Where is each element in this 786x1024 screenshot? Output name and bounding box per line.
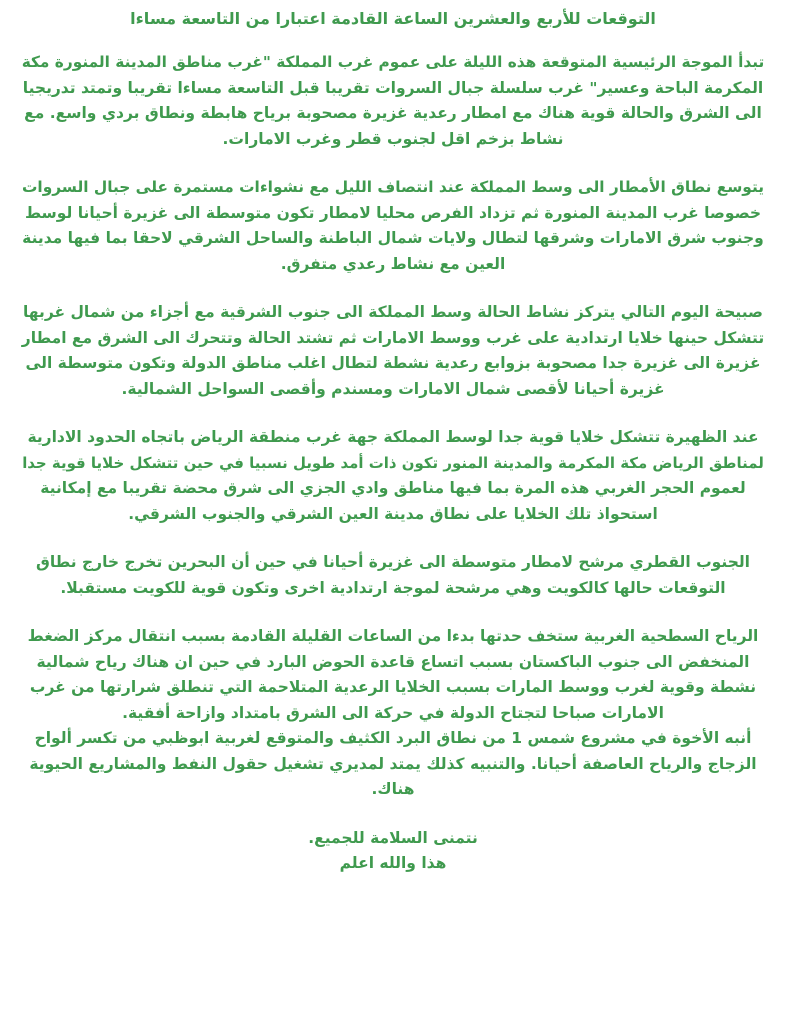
text-line: الرياح السطحية الغربية ستخف حدتها بدءا من الساعات القليلة القادمة بسبب انتقال مركز الضغط xyxy=(27,627,759,645)
paragraph-warning xyxy=(20,726,766,803)
text-line: صبيحة اليوم التالي يتركز نشاط الحالة وسط المملكة الى جنوب الشرقية مع أجزاء من شمال غربها xyxy=(22,303,764,321)
text-line: المنخفض الى جنوب الباكستان بسبب اتساع قاعدة الحوض البارد في حين ان هناك رياح شمالية xyxy=(36,652,750,671)
text-line: استحواذ تلك الخلايا على نطاق مدينة العين الشرقي والجنوب الشرقي. xyxy=(128,504,658,523)
text-line: هناك. xyxy=(371,780,415,798)
text-line: الجنوب القطري مرشح لامطار متوسطة الى غزيرة أحيانا في حين أن البحرين تخرج خارج نطاق xyxy=(36,553,750,571)
closing-line: نتمنى السلامة للجميع. xyxy=(308,828,478,847)
text-line: عند الظهيرة تتشكل خلايا قوية جدا لوسط المملكة جهة غرب منطقة الرياض باتجاه الحدود الادارية xyxy=(27,428,759,446)
text-line: الى الشرق والحالة قوية هناك مع امطار رعدية غزيرة مصحوبة برياح هابطة ونطاق بردي واسع. مع xyxy=(24,104,762,122)
text-line: يتوسع نطاق الأمطار الى وسط المملكة عند انتصاف الليل مع نشواءات مستمرة على جبال السروات xyxy=(21,178,765,196)
text-line: غزيرة الى غزيرة جدا مصحوبة بزوابع رعدية نشطة لتطال اغلب مناطق الدولة وتكون متوسطة الى xyxy=(25,354,761,372)
paragraph-next-morning xyxy=(20,300,766,402)
closing-line: هذا والله اعلم xyxy=(339,854,447,872)
paragraph-wave-onset xyxy=(20,50,766,152)
text-line: خصوصا غرب المدينة المنورة ثم تزداد الفرص محليا لامطار تكون متوسطة الى غزيرة أحيانا لوسط xyxy=(24,203,762,222)
text-line: الزجاج والرياح العاصفة أحيانا. والتنبيه كذلك يمتد لمديري تشغيل حقول النفط والمشاريع الحيوية xyxy=(29,754,757,773)
text-line: وجنوب شرق الامارات وشرقها لتطال ولايات شمال الباطنة والساحل الشرقي لاحقا بما فيها مدينة xyxy=(22,229,764,247)
paragraph-surface-winds xyxy=(20,624,766,726)
text-line: لعموم الحجر الغربي هذه المرة بما فيها مناطق وادي الجزي الى شرق محضة تقريبا مع إمكانية xyxy=(40,479,746,497)
paragraph-qatar-bahrain-kuwait xyxy=(20,550,766,601)
paragraph-midnight-expansion xyxy=(20,175,766,277)
text-line: المكرمة الباحة وعسير" غرب سلسلة جبال السروات تقريبا قبل التاسعة مساءا تقريبا وتمتد تدريجيا xyxy=(22,78,764,97)
text-line: أنبه الأخوة في مشروع شمس 1 من نطاق البرد الكثيف والمتوقع لغربية ابوظبي من تكسر ألواح xyxy=(34,729,752,747)
text-line: الامارات صباحا لتجتاح الدولة في حركة الى الشرق بامتداد وازاحة أفقية. xyxy=(122,703,664,722)
paragraph-noon xyxy=(20,425,766,527)
text-line: تتشكل حينها خلايا ارتدادية على غرب ووسط الامارات ثم تشتد الحالة وتتحرك الى الشرق مع امطار xyxy=(21,328,765,347)
text-line: العين مع نشاط رعدي متفرق. xyxy=(280,254,506,273)
text-line: نشطة وقوية لغرب ووسط المارات بسبب الخلايا الرعدية المتلاحمة التي تنطلق شرارتها من غرب xyxy=(29,678,757,696)
text-line: لمناطق الرياض مكة المكرمة والمدينة المنور تكون ذات أمد طويل نسبيا في حين تتشكل خلايا قوية جدا xyxy=(22,453,764,472)
closing-remarks xyxy=(20,826,766,877)
text-line: نشاط بزخم اقل لجنوب قطر وغرب الامارات. xyxy=(222,129,564,148)
text-line: غزيرة أحيانا لأقصى شمال الامارات ومسندم وأقصى السواحل الشمالية. xyxy=(121,379,665,398)
text-line: التوقعات حالها كالكويت وهي مرشحة لموجة ارتدادية اخرى وتكون قوية للكويت مستقبلا. xyxy=(60,578,726,597)
page-title: التوقعات للأربع والعشرين الساعة القادمة اعتبارا من التاسعة مساءا xyxy=(130,9,656,28)
text-line: تبدأ الموجة الرئيسية المتوقعة هذه الليلة على عموم غرب المملكة "غرب مناطق المدينة المنورة مكة xyxy=(21,53,765,71)
